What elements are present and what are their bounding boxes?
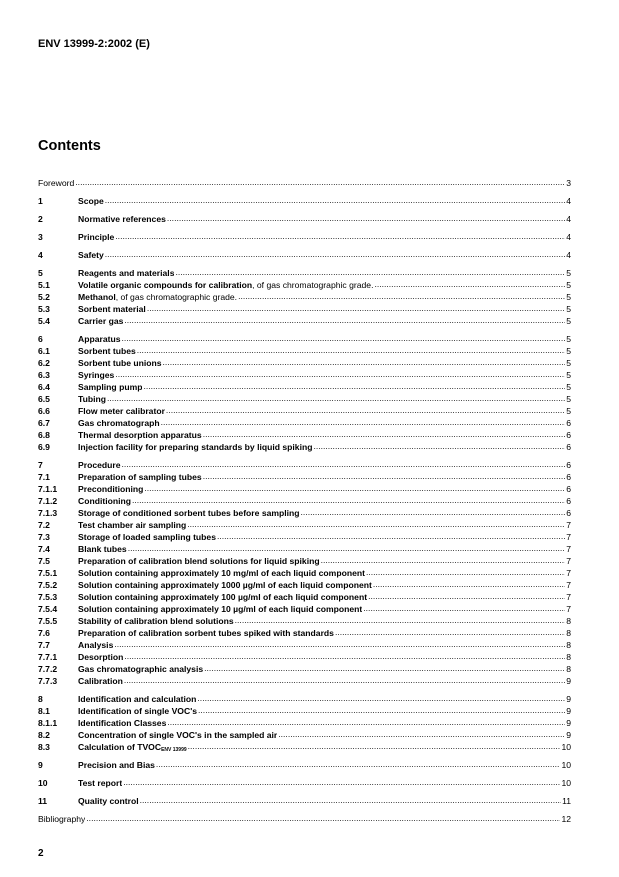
page-number: 2: [38, 848, 44, 859]
toc-entry-title: [78, 604, 362, 615]
toc-entry-number: 8: [38, 694, 43, 704]
toc-entry-title-text: Storage of loaded sampling tubes: [78, 532, 216, 542]
toc-entry[interactable]: [38, 718, 571, 729]
toc-entry-number: 8.2: [38, 730, 50, 740]
toc-entry-number: 7.7.2: [38, 664, 58, 674]
toc-entry-title-text: Solution containing approximately 1000 µg/ml of each liquid component: [78, 580, 372, 590]
toc-entry[interactable]: [38, 568, 571, 579]
toc-entry[interactable]: [38, 640, 571, 651]
dot-leader: [132, 496, 565, 507]
dot-leader: [203, 430, 566, 441]
dot-leader: [105, 250, 565, 261]
toc-entry-page: 12: [561, 814, 571, 824]
toc-entry-title-text: Solution containing approximately 100 µg/ml of each liquid component: [78, 592, 368, 602]
toc-entry-page: 5: [566, 358, 571, 368]
toc-entry-title-text: Preparation of sampling tubes: [78, 472, 202, 482]
toc-entry-title: [78, 394, 106, 405]
toc-entry-page: 9: [566, 706, 571, 716]
toc-entry[interactable]: [38, 292, 571, 303]
toc-entry-title-text: Sorbent material: [78, 304, 146, 314]
toc-entry-title-text: Stability of calibration blend solutions: [78, 616, 234, 626]
toc-entry-number: 7.5.2: [38, 580, 58, 590]
toc-entry-title: [78, 370, 114, 381]
toc-entry-title-text: Injection facility for preparing standards by liquid spiking: [78, 442, 313, 452]
toc-entry-title: [78, 664, 203, 675]
toc-entry-title: [78, 280, 373, 291]
toc-entry-page: 6: [566, 430, 571, 440]
toc-entry-number: 7.7.1: [38, 652, 58, 662]
dot-leader: [175, 268, 565, 279]
toc-entry-number: 6.8: [38, 430, 50, 440]
toc-entry-page: 6: [566, 496, 571, 506]
dot-leader: [124, 316, 565, 327]
dot-leader: [187, 520, 565, 531]
toc-entry-page: 9: [566, 694, 571, 704]
dot-leader: [105, 196, 565, 207]
toc-entry-title: [78, 580, 372, 591]
dot-leader: [167, 718, 565, 729]
toc-entry-title-suffix: , of gas chromatographic grade.: [115, 292, 238, 302]
dot-leader: [128, 544, 566, 555]
toc-entry[interactable]: [38, 814, 571, 825]
dot-leader: [147, 304, 565, 315]
toc-entry[interactable]: [38, 178, 571, 189]
toc-entry[interactable]: [38, 442, 571, 453]
toc-entry-page: 8: [566, 616, 571, 626]
toc-entry[interactable]: [38, 370, 571, 381]
toc-entry-title-text: Carrier gas: [78, 316, 124, 326]
toc-entry-title: [38, 814, 85, 825]
toc-entry-title-text: Scope: [78, 196, 104, 206]
dot-leader: [115, 232, 565, 243]
toc-entry-title: [78, 346, 136, 357]
toc-entry[interactable]: [38, 280, 571, 291]
dot-leader: [373, 580, 565, 591]
toc-entry[interactable]: [38, 196, 571, 207]
toc-entry-page: 7: [566, 568, 571, 578]
toc-entry-page: 6: [566, 460, 571, 470]
toc-entry-page: 4: [566, 214, 571, 224]
toc-entry-number: 6.9: [38, 442, 50, 452]
toc-entry-number: 5.3: [38, 304, 50, 314]
toc-entry-title-text: Normative references: [78, 214, 166, 224]
toc-entry[interactable]: [38, 250, 571, 261]
toc-entry-page: 8: [566, 652, 571, 662]
toc-entry-title: [78, 430, 202, 441]
dot-leader: [217, 532, 565, 543]
toc-entry-title: [78, 652, 123, 663]
toc-entry-title: [78, 556, 320, 567]
dot-leader: [238, 292, 565, 303]
toc-entry-page: 8: [566, 628, 571, 638]
toc-entry-number: 11: [38, 796, 48, 806]
toc-entry-number: 8.3: [38, 742, 50, 752]
toc-entry-page: 7: [566, 580, 571, 590]
toc-entry-page: 6: [566, 442, 571, 452]
toc-entry-title-text: Desorption: [78, 652, 124, 662]
toc-entry[interactable]: [38, 430, 571, 441]
toc-entry-page: 5: [566, 382, 571, 392]
toc-entry-page: 8: [566, 664, 571, 674]
toc-entry-page: 4: [566, 250, 571, 260]
dot-leader: [188, 742, 561, 753]
toc-entry-number: 7.5.3: [38, 592, 58, 602]
toc-entry-title-text: Blank tubes: [78, 544, 127, 554]
toc-entry-title-text: Sorbent tubes: [78, 346, 136, 356]
toc-entry-page: 11: [562, 796, 571, 806]
toc-entry-number: 7.6: [38, 628, 50, 638]
toc-entry-title-text: Calculation of TVOC: [78, 742, 162, 752]
toc-entry[interactable]: [38, 664, 571, 675]
toc-entry[interactable]: [38, 742, 571, 753]
toc-entry-number: 7.1.3: [38, 508, 58, 518]
toc-entry-title-text: Test report: [78, 778, 123, 788]
toc-entry-title: [78, 214, 166, 225]
toc-entry-page: 10: [561, 778, 571, 788]
toc-entry-number: 5.1: [38, 280, 50, 290]
toc-entry-title-text: Syringes: [78, 370, 115, 380]
document-id: ENV 13999-2:2002 (E): [38, 38, 150, 50]
toc-entry-page: 5: [566, 280, 571, 290]
dot-leader: [122, 334, 566, 345]
toc-entry[interactable]: [38, 532, 571, 543]
toc-entry-title: [78, 778, 122, 789]
toc-entry-page: 7: [566, 544, 571, 554]
toc-entry-number: 7.5: [38, 556, 50, 566]
toc-entry[interactable]: [38, 460, 571, 471]
toc-entry[interactable]: [38, 472, 571, 483]
toc-entry-page: 9: [566, 730, 571, 740]
toc-entry[interactable]: [38, 214, 571, 225]
toc-entry-title-text: Solution containing approximately 10 µg/ml of each liquid component: [78, 604, 363, 614]
toc-entry-page: 6: [566, 418, 571, 428]
toc-entry-page: 5: [566, 292, 571, 302]
toc-entry[interactable]: [38, 304, 571, 315]
toc-entry[interactable]: [38, 694, 571, 705]
toc-entry-page: 5: [566, 304, 571, 314]
dot-leader: [143, 382, 565, 393]
toc-entry-number: 7.2: [38, 520, 50, 530]
toc-entry[interactable]: [38, 616, 571, 627]
dot-leader: [122, 460, 566, 471]
toc-entry[interactable]: [38, 544, 571, 555]
toc-entry-title-text: Concentration of single VOC's in the sampled air: [78, 730, 278, 740]
toc-entry-page: 10: [561, 760, 571, 770]
toc-entry[interactable]: [38, 484, 571, 495]
toc-entry-page: 4: [566, 196, 571, 206]
toc-entry[interactable]: [38, 334, 571, 345]
dot-leader: [137, 346, 565, 357]
toc-entry-page: 7: [566, 604, 571, 614]
dot-leader: [335, 628, 565, 639]
toc-entry-page: 6: [566, 472, 571, 482]
toc-entry-number: 10: [38, 778, 48, 788]
dot-leader: [144, 484, 565, 495]
toc-entry-page: 5: [566, 346, 571, 356]
toc-entry-number: 7.3: [38, 532, 50, 542]
toc-entry-title-text: Storage of conditioned sorbent tubes before sampling: [78, 508, 300, 518]
toc-entry-page: 7: [566, 520, 571, 530]
toc-entry-title: [78, 484, 143, 495]
toc-entry[interactable]: [38, 382, 571, 393]
toc-entry[interactable]: [38, 394, 571, 405]
toc-entry[interactable]: [38, 406, 571, 417]
toc-entry-number: 7: [38, 460, 43, 470]
dot-leader: [114, 640, 565, 651]
toc-entry-number: 8.1.1: [38, 718, 58, 728]
toc-entry-page: 7: [566, 592, 571, 602]
toc-entry-number: 7.5.4: [38, 604, 58, 614]
dot-leader: [204, 664, 565, 675]
toc-entry-title: [78, 706, 197, 717]
toc-entry-title: [78, 628, 334, 639]
dot-leader: [321, 556, 566, 567]
toc-entry-title-text: Reagents and materials: [78, 268, 175, 278]
toc-entry-subscript: ENV 13999: [161, 747, 187, 753]
toc-entry-title: [78, 760, 155, 771]
toc-entry-page: 7: [566, 532, 571, 542]
toc-entry-title: [78, 496, 131, 507]
toc-entry-number: 6.7: [38, 418, 50, 428]
toc-entry-page: 5: [566, 268, 571, 278]
toc-entry-number: 7.7.3: [38, 676, 58, 686]
toc-entry-title-text: Identification of single VOC's: [78, 706, 198, 716]
toc-entry-page: 5: [566, 334, 571, 344]
toc-entry-title: [78, 460, 121, 471]
toc-entry[interactable]: [38, 358, 571, 369]
toc-entry[interactable]: [38, 232, 571, 243]
toc-entry-title: [78, 196, 104, 207]
toc-entry-title: [78, 292, 237, 303]
dot-leader: [140, 796, 561, 807]
toc-entry-title: [78, 406, 165, 417]
toc-entry-number: 5.4: [38, 316, 50, 326]
toc-entry-title-text: Identification and calculation: [78, 694, 197, 704]
toc-entry[interactable]: [38, 628, 571, 639]
toc-entry-title-text: Preparation of calibration sorbent tubes spiked with standards: [78, 628, 334, 638]
toc-entry[interactable]: [38, 268, 571, 279]
toc-entry-page: 6: [566, 508, 571, 518]
toc-entry[interactable]: [38, 346, 571, 357]
toc-entry-number: 6.4: [38, 382, 50, 392]
toc-entry-title-text: Procedure: [78, 460, 121, 470]
toc-entry[interactable]: [38, 604, 571, 615]
toc-entry[interactable]: [38, 580, 571, 591]
dot-leader: [368, 592, 565, 603]
toc-entry-title-text: Analysis: [78, 640, 114, 650]
toc-entry-title: [78, 718, 166, 729]
toc-entry[interactable]: [38, 508, 571, 519]
toc-entry-title: [78, 250, 104, 261]
toc-entry-title: [78, 232, 114, 243]
toc-entry[interactable]: [38, 796, 571, 807]
toc-entry-title-text: Apparatus: [78, 334, 121, 344]
toc-entry-number: 8.1: [38, 706, 50, 716]
toc-entry-title: [78, 616, 234, 627]
toc-entry-title: [78, 796, 139, 807]
toc-entry-title-text: Gas chromatograph: [78, 418, 160, 428]
toc-entry-title-text: Precision and Bias: [78, 760, 155, 770]
dot-leader: [107, 394, 565, 405]
dot-leader: [198, 706, 565, 717]
toc-entry-number: 6.2: [38, 358, 50, 368]
toc-entry-title-text: Principle: [78, 232, 115, 242]
toc-entry-number: 6.1: [38, 346, 50, 356]
toc-entry[interactable]: [38, 520, 571, 531]
toc-entry-number: 2: [38, 214, 43, 224]
dot-leader: [374, 280, 565, 291]
toc-entry-page: 6: [566, 484, 571, 494]
toc-entry-title: [78, 730, 277, 741]
dot-leader: [313, 442, 565, 453]
dot-leader: [363, 604, 565, 615]
dot-leader: [75, 178, 565, 189]
toc-entry[interactable]: [38, 556, 571, 567]
toc-entry-title: [78, 592, 367, 603]
toc-entry-number: 7.4: [38, 544, 50, 554]
toc-entry-title: [78, 532, 216, 543]
toc-entry[interactable]: [38, 592, 571, 603]
toc-entry-title: [78, 676, 123, 687]
toc-entry-title-text: Flow meter calibrator: [78, 406, 165, 416]
toc-entry-title-text: Sampling pump: [78, 382, 143, 392]
toc-entry-page: 5: [566, 316, 571, 326]
dot-leader: [115, 370, 565, 381]
toc-entry-title-text: Solution containing approximately 10 mg/ml of each liquid component: [78, 568, 365, 578]
toc-entry-title-text: Foreword: [38, 178, 75, 188]
dot-leader: [167, 214, 565, 225]
toc-entry[interactable]: [38, 676, 571, 687]
dot-leader: [163, 358, 566, 369]
toc-entry-title: [78, 304, 146, 315]
toc-entry[interactable]: [38, 730, 571, 741]
toc-entry-number: 7.1.2: [38, 496, 58, 506]
toc-entry-title: [78, 568, 365, 579]
toc-entry-page: 4: [566, 232, 571, 242]
toc-entry-number: 5: [38, 268, 43, 278]
toc-entry-title: [78, 358, 162, 369]
toc-entry-page: 8: [566, 640, 571, 650]
toc-entry-title: [78, 418, 160, 429]
toc-entry-title: [78, 742, 187, 756]
toc-entry-title: [78, 544, 127, 555]
toc-entry-number: 5.2: [38, 292, 50, 302]
toc-entry-title-text: Identification Classes: [78, 718, 167, 728]
toc-entry-title: [78, 442, 312, 453]
toc-entry-page: 7: [566, 556, 571, 566]
toc-entry[interactable]: [38, 418, 571, 429]
toc-entry-number: 6: [38, 334, 43, 344]
dot-leader: [124, 652, 565, 663]
dot-leader: [278, 730, 565, 741]
toc-entry[interactable]: [38, 496, 571, 507]
dot-leader: [197, 694, 565, 705]
toc-entry-title-text: Safety: [78, 250, 104, 260]
toc-entry-title: [78, 382, 142, 393]
toc-entry-title-text: Bibliography: [38, 814, 86, 824]
dot-leader: [301, 508, 566, 519]
contents-heading: Contents: [38, 138, 101, 154]
dot-leader: [156, 760, 561, 771]
toc-entry-number: 6.3: [38, 370, 50, 380]
toc-entry-title: [78, 316, 123, 327]
toc-entry-page: 5: [566, 370, 571, 380]
toc-entry-title-text: Volatile organic compounds for calibration: [78, 280, 253, 290]
toc-entry-title: [78, 640, 113, 651]
dot-leader: [166, 406, 565, 417]
toc-entry-title: [78, 472, 202, 483]
toc-entry-number: 7.7: [38, 640, 50, 650]
toc-entry-title: [78, 508, 300, 519]
dot-leader: [366, 568, 565, 579]
toc-entry[interactable]: [38, 316, 571, 327]
toc-entry-title-text: Methanol: [78, 292, 116, 302]
toc-entry-title-text: Gas chromatographic analysis: [78, 664, 204, 674]
toc-entry-page: 5: [566, 394, 571, 404]
toc-entry-title-text: Test chamber air sampling: [78, 520, 187, 530]
toc-entry-title-text: Sorbent tube unions: [78, 358, 162, 368]
toc-entry[interactable]: [38, 652, 571, 663]
toc-entry-page: 3: [566, 178, 571, 188]
dot-leader: [124, 676, 565, 687]
toc-entry-title-text: Quality control: [78, 796, 139, 806]
toc-entry-title-text: Tubing: [78, 394, 106, 404]
toc-entry-title-text: Calibration: [78, 676, 123, 686]
toc-entry-number: 7.1.1: [38, 484, 58, 494]
dot-leader: [123, 778, 560, 789]
toc-entry-page: 10: [561, 742, 571, 752]
toc-entry-page: 5: [566, 406, 571, 416]
toc-entry-title: [38, 178, 74, 189]
toc-entry-number: 7.5.5: [38, 616, 58, 626]
toc-entry-title-text: Conditioning: [78, 496, 131, 506]
toc-entry-title: [78, 520, 186, 531]
toc-entry[interactable]: [38, 706, 571, 717]
dot-leader: [235, 616, 566, 627]
toc-entry-number: 4: [38, 250, 43, 260]
dot-leader: [86, 814, 560, 825]
toc-entry-number: 6.6: [38, 406, 50, 416]
toc-entry-number: 1: [38, 196, 43, 206]
toc-entry-title: [78, 694, 196, 705]
toc-entry-title-text: Thermal desorption apparatus: [78, 430, 202, 440]
toc-entry-number: 7.5.1: [38, 568, 58, 578]
toc-entry-number: 6.5: [38, 394, 50, 404]
toc-entry-title-suffix: , of gas chromatographic grade.: [252, 280, 374, 290]
dot-leader: [203, 472, 566, 483]
toc-entry[interactable]: [38, 760, 571, 771]
dot-leader: [161, 418, 566, 429]
toc-entry-page: 9: [566, 676, 571, 686]
toc-entry[interactable]: [38, 778, 571, 789]
toc-entry-title-text: Preparation of calibration blend solutions for liquid spiking: [78, 556, 320, 566]
toc-entry-number: 9: [38, 760, 43, 770]
toc-entry-title: [78, 268, 174, 279]
toc-entry-page: 9: [566, 718, 571, 728]
toc-entry-title: [78, 334, 121, 345]
toc-entry-number: 3: [38, 232, 43, 242]
toc-entry-title-text: Preconditioning: [78, 484, 144, 494]
toc-entry-number: 7.1: [38, 472, 50, 482]
